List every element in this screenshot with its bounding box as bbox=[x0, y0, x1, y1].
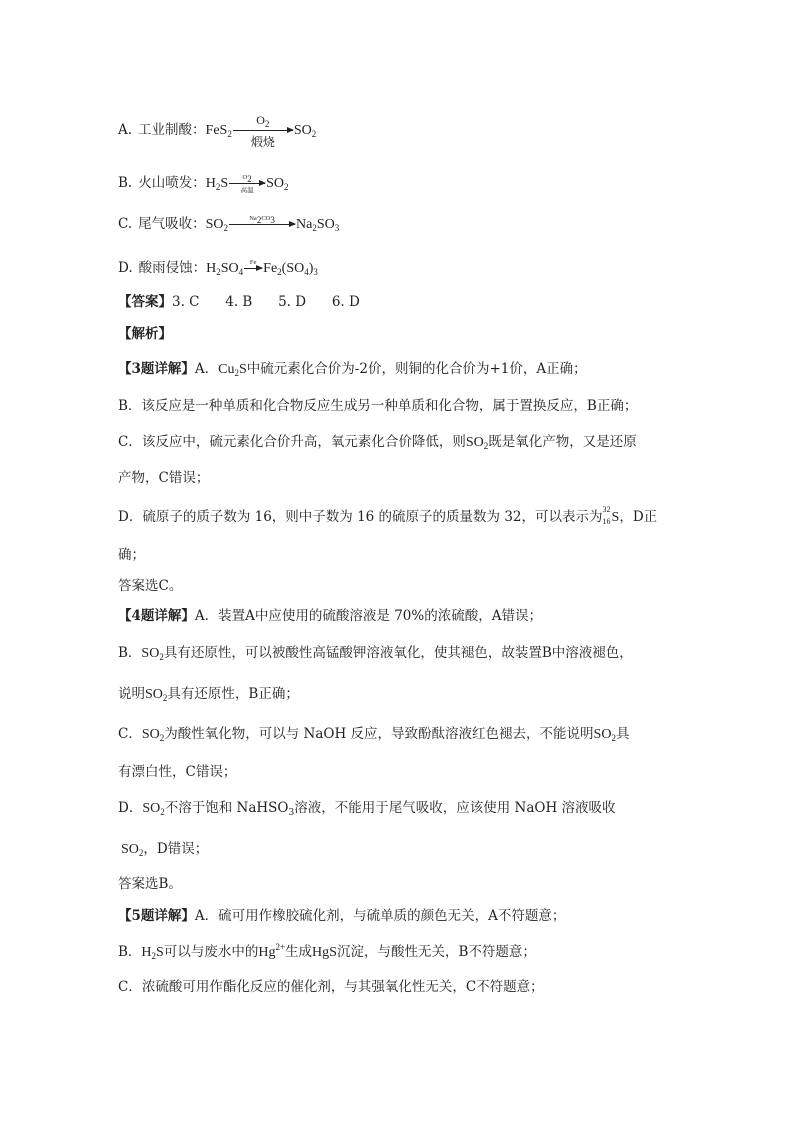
option-b-text: 火山喷发： bbox=[138, 175, 206, 191]
option-d-text: 酸雨侵蚀： bbox=[138, 260, 207, 276]
q3-line-b: B．该反应是一种单质和化合物反应生成另一种单质和化合物，属于置换反应，B正确； bbox=[118, 398, 638, 414]
q4-line-d-cont: $SO_2$，D错误； bbox=[121, 841, 209, 858]
q4-line-b-cont: 说明$SO_2$具有还原性，B正确； bbox=[118, 686, 299, 703]
reaction-arrow: Fe bbox=[244, 268, 262, 269]
q3-line-c: C．该反应中，硫元素化合价升高，氧元素化合价降低，则$SO_2$既是氧化产物，又是还原 bbox=[118, 434, 637, 451]
answer-items: 3. C 4. B 5. D 6. D bbox=[172, 294, 360, 310]
q4-line-d: D．$SO_2$不溶于饱和 NaHSO$_3$溶液，不能用于尾气吸收，应该使用 NaOH 溶液吸收 bbox=[118, 800, 616, 818]
q3-conclusion: 答案选C。 bbox=[118, 578, 183, 594]
q5-line-a: 【5题详解】A．硫可用作橡胶硫化剂，与硫单质的颜色无关，A不符题意； bbox=[118, 908, 566, 924]
reaction-arrow: $O_2$ 煅烧 bbox=[233, 130, 293, 131]
q4-conclusion: 答案选B。 bbox=[118, 876, 182, 892]
q3-heading: 【3题详解】 bbox=[118, 361, 195, 377]
q5-heading: 【5题详解】 bbox=[118, 908, 195, 924]
option-d bbox=[118, 256, 318, 277]
answer-heading: 【答案】 bbox=[118, 294, 172, 310]
q4-line-c-cont: 有漂白性，C错误； bbox=[118, 764, 237, 780]
option-a-label: A. bbox=[118, 122, 133, 138]
q3-line-d-cont: 确； bbox=[118, 547, 145, 563]
q4-line-c: C．$SO_2$为酸性氧化物，可以与 NaOH 反应，导致酚酞溶液红色褪去，不能说明$SO_2$具 bbox=[118, 726, 630, 743]
option-c-label: C. bbox=[118, 216, 133, 232]
q4-line-b: B．$SO_2$具有还原性，可以被酸性高锰酸钾溶液氧化，使其褪色，故装置B中溶液褪色， bbox=[118, 645, 633, 662]
q4-line-a: 【4题详解】A．装置A中应使用的硫酸溶液是 70%的浓硫酸，A错误； bbox=[118, 608, 542, 624]
option-b bbox=[118, 171, 289, 195]
option-c bbox=[118, 212, 339, 233]
option-a-text: 工业制酸： bbox=[138, 122, 206, 138]
isotope-notation: 32 16 bbox=[602, 505, 611, 526]
option-c-equation: $SO_2$ $Na_2CO_3$ $Na_2SO_3$ bbox=[205, 215, 340, 233]
option-b-equation: $H_2S$ $O_2$ 高温 $SO_2$ bbox=[205, 174, 289, 195]
option-c-text: 尾气吸收： bbox=[138, 216, 206, 232]
q5-line-b: B．$H_2S$可以与废水中的$Hg^{2+}$生成HgS沉淀，与酸性无关，B不符题意； bbox=[118, 942, 536, 961]
reaction-arrow: $O_2$ 高温 bbox=[229, 183, 265, 184]
q3-line-c-cont: 产物，C错误； bbox=[118, 470, 210, 486]
q4-heading: 【4题详解】 bbox=[118, 608, 195, 624]
reaction-arrow: $Na_2CO_3$ bbox=[229, 224, 295, 225]
analysis-heading: 【解析】 bbox=[118, 326, 172, 342]
option-b-label: B. bbox=[118, 175, 133, 191]
q3-line-a: 【3题详解】A．$Cu_2S$中硫元素化合价为-2价，则铜的化合价为+1价，A正确； bbox=[118, 361, 587, 378]
option-d-equation: $H_2SO_4$ Fe $Fe_2(SO_4)_3$ bbox=[206, 259, 318, 277]
q3-line-d: D．硫原子的质子数为 16，则中子数为 16 的硫原子的质量数为 32，可以表示为 32 16 S，D正 bbox=[118, 505, 658, 526]
answer-line bbox=[118, 290, 360, 310]
option-d-label: D. bbox=[118, 260, 133, 276]
option-a-equation: FeS$_2$ $O_2$ 煅烧 $SO_2$ bbox=[205, 113, 317, 150]
option-a bbox=[118, 113, 317, 150]
q5-line-c: C．浓硫酸可用作酯化反应的催化剂，与其强氧化性无关，C不符题意； bbox=[118, 979, 544, 995]
